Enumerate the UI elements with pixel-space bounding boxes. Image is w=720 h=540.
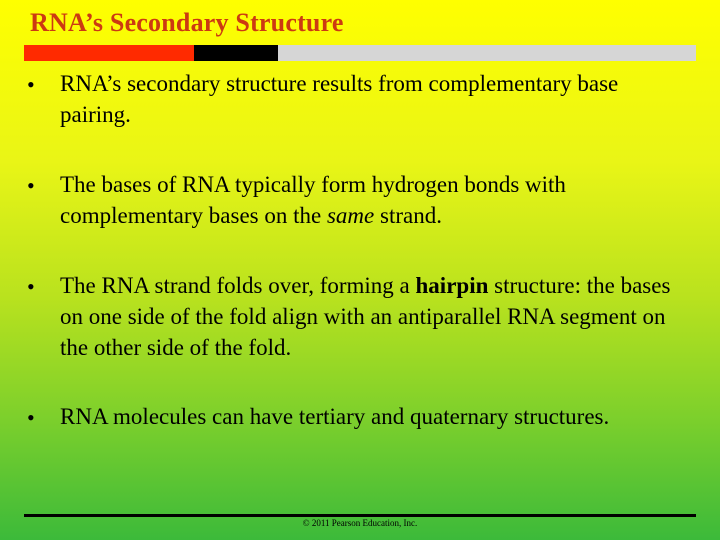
bullet-dot: • [27,72,35,97]
title-bar-gray-segment [278,45,696,61]
bullet-dot: • [27,405,35,430]
bullet-dot: • [27,274,35,299]
bullet-text [60,68,685,130]
bullet-text [60,270,685,363]
bullet-text-emphasis: same [326,203,375,228]
bullet-text [60,401,685,432]
bullet-text-segment: RNA molecules can have tertiary and quaternary structures. [60,404,610,429]
title-bar-black-segment [194,45,278,61]
bullet-text-segment: strand. [374,203,442,228]
bullet-text-segment: structure: the bases on one side of the fold align with an antiparallel RNA segment on the other side of the fold. [60,273,671,360]
bullet-text-segment: RNA’s secondary structure results from complementary base pairing. [60,71,619,127]
slide-title: RNA’s Secondary Structure [30,8,344,37]
bullet-text-bold: hairpin [415,273,489,298]
title-bar-red-segment [24,45,194,61]
copyright-footer: © 2011 Pearson Education, Inc. [302,518,418,528]
bullet-dot: • [27,173,35,198]
bullet-text-segment: The RNA strand folds over, forming a [60,273,416,298]
bullet-text-segment: The bases of RNA typically form hydrogen bonds with complementary bases on the [60,172,566,228]
bullet-text [60,169,685,231]
